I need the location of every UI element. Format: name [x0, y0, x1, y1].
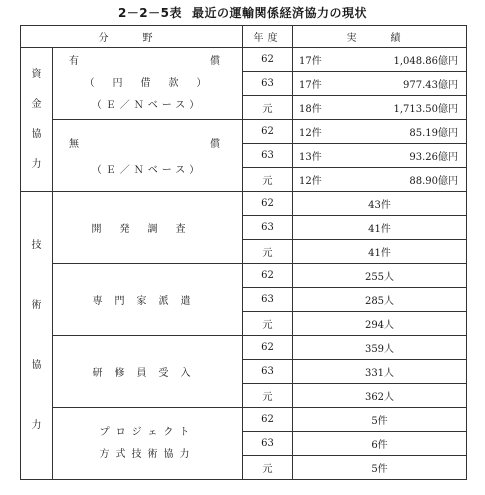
category-char: 協 [31, 128, 42, 140]
year-cell: 元 [243, 96, 293, 120]
value-cell: 359人 [293, 336, 467, 360]
subcategory-grant [53, 120, 243, 192]
year-cell: 63 [243, 288, 293, 312]
table-caption: 最近の運輸関係経済協力の現状 [192, 6, 368, 20]
amount-cell: 88.90億円 [347, 168, 467, 192]
year-cell: 63 [243, 360, 293, 384]
table-number: 2－2－5表 [117, 6, 183, 20]
loan-line3: （Ｅ／Ｎベース） [91, 99, 204, 111]
table-row [21, 48, 467, 72]
category-char: 力 [31, 419, 42, 431]
project-line1: プロジェクト [99, 426, 196, 438]
cooperation-table [20, 25, 467, 480]
header-result: 実 績 [293, 26, 467, 48]
loan-line1-a: 有 [69, 55, 79, 67]
year-cell: 元 [243, 240, 293, 264]
year-cell: 元 [243, 456, 293, 480]
category-char: 金 [31, 98, 42, 110]
grant-line1-a: 無 [69, 138, 79, 150]
subcategory-trainees: 研修員受入 [53, 336, 243, 408]
subcategory-survey: 開発調査 [53, 192, 243, 264]
amount-cell: 1,048.86億円 [347, 48, 467, 72]
loan-line2: （ 円 借 款 ） [84, 77, 211, 89]
table-row [21, 192, 467, 216]
year-cell: 元 [243, 384, 293, 408]
grant-line1-b: 償 [210, 138, 220, 150]
table-row [21, 264, 467, 288]
project-line2: 方式技術協力 [99, 448, 196, 460]
loan-line1 [53, 51, 242, 73]
value-cell: 331人 [293, 360, 467, 384]
table-title [0, 4, 485, 21]
year-cell: 元 [243, 168, 293, 192]
value-cell: 285人 [293, 288, 467, 312]
value-cell: 362人 [293, 384, 467, 408]
year-cell: 62 [243, 336, 293, 360]
value-cell: 5件 [293, 408, 467, 432]
year-cell: 63 [243, 216, 293, 240]
value-cell: 43件 [293, 192, 467, 216]
category-char: 力 [31, 158, 42, 170]
category-financial [21, 48, 53, 192]
count-cell: 13件 [293, 144, 347, 168]
value-cell: 294人 [293, 312, 467, 336]
subcategory-loan [53, 48, 243, 120]
year-cell: 62 [243, 408, 293, 432]
year-cell: 62 [243, 192, 293, 216]
category-technical [21, 192, 53, 480]
value-cell: 41件 [293, 240, 467, 264]
year-cell: 63 [243, 72, 293, 96]
amount-cell: 1,713.50億円 [347, 96, 467, 120]
year-cell: 63 [243, 144, 293, 168]
category-char: 協 [31, 359, 42, 371]
loan-line1-b: 償 [210, 55, 220, 67]
category-char: 資 [31, 68, 42, 80]
year-cell: 62 [243, 264, 293, 288]
count-cell: 12件 [293, 168, 347, 192]
count-cell: 18件 [293, 96, 347, 120]
year-cell: 元 [243, 312, 293, 336]
subcategory-project [53, 408, 243, 480]
category-char: 術 [31, 299, 42, 311]
grant-line1 [53, 130, 242, 160]
amount-cell: 977.43億円 [347, 72, 467, 96]
year-cell: 62 [243, 48, 293, 72]
amount-cell: 93.26億円 [347, 144, 467, 168]
subcategory-experts: 専門家派遣 [53, 264, 243, 336]
year-cell: 62 [243, 120, 293, 144]
table-row [21, 120, 467, 144]
value-cell: 41件 [293, 216, 467, 240]
year-cell: 63 [243, 432, 293, 456]
grant-line2: （Ｅ／Ｎベース） [91, 164, 204, 176]
count-cell: 17件 [293, 72, 347, 96]
value-cell: 6件 [293, 432, 467, 456]
header-year: 年度 [243, 26, 293, 48]
count-cell: 12件 [293, 120, 347, 144]
header-row [21, 26, 467, 48]
count-cell: 17件 [293, 48, 347, 72]
value-cell: 255人 [293, 264, 467, 288]
category-char: 技 [31, 239, 42, 251]
value-cell: 5件 [293, 456, 467, 480]
table-row [21, 408, 467, 432]
header-field: 分 野 [21, 26, 243, 48]
amount-cell: 85.19億円 [347, 120, 467, 144]
table-row [21, 336, 467, 360]
